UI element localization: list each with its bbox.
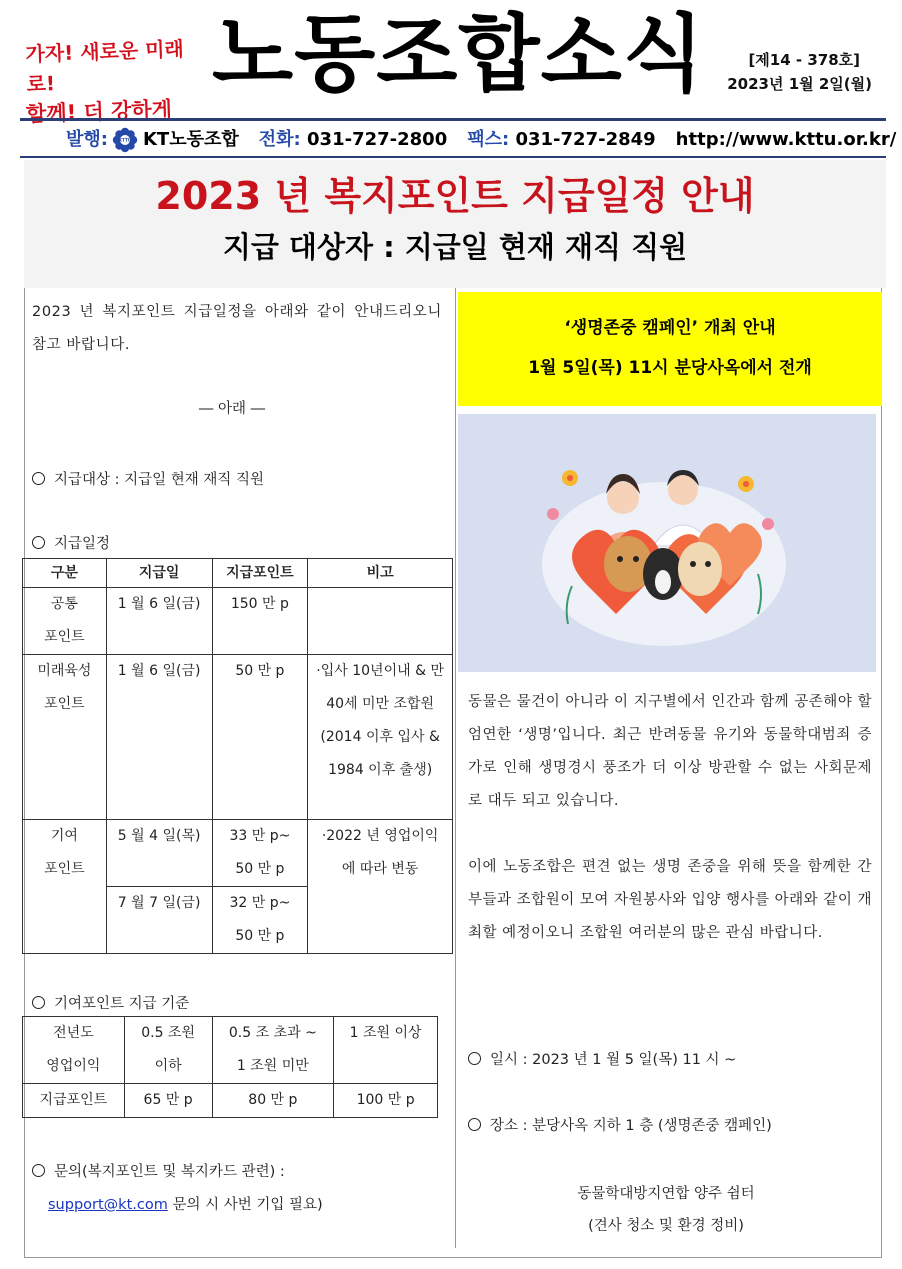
table-row [23, 655, 453, 820]
table-header-row [23, 559, 453, 588]
campaign-paragraph-1: 동물은 물건이 아니라 이 지구별에서 인간과 함께 공존해야 할 엄연한 ‘생명’입니다. 최근 반려동물 유기와 동물학대범죄 증가로 인해 생명경시 풍조가 더 이상 방관할 수 없는 사회문제로 대두 되고 있습니다. [468, 694, 872, 809]
issue-info [727, 48, 872, 96]
logo-text: KTTU [118, 137, 132, 143]
shelter-info [458, 1178, 874, 1242]
table-row [23, 588, 453, 655]
row4-points: 32 만 p~ 50 만 p [212, 887, 308, 954]
circle-bullet-icon [32, 472, 45, 485]
header-type: 구분 [23, 559, 107, 588]
campaign-body [468, 686, 872, 983]
row3-type: 기여 포인트 [23, 820, 107, 954]
row4-date: 7 월 7 일(금) [106, 887, 212, 954]
event-datetime [468, 1048, 736, 1072]
event-place [468, 1114, 772, 1138]
issue-number: [제14 - 378호] [748, 51, 860, 69]
row3-note: ·2022 년 영업이익에 따라 변동 [308, 820, 453, 954]
shelter-name: 동물학대방지연합 양주 쉼터 [577, 1186, 755, 1202]
row1-type: 공통 포인트 [23, 588, 107, 655]
inquiry-text: 문의(복지포인트 및 복지카드 관련) : [54, 1164, 285, 1180]
row2-type: 미래육성 포인트 [23, 655, 107, 820]
criteria-h3: 1 조원 이상 [334, 1017, 438, 1084]
row2-points: 50 만 p [212, 655, 308, 820]
phone-label: 전화: [258, 129, 301, 150]
target-text: 지급대상 : 지급일 현재 재직 직원 [54, 472, 265, 488]
headline-subtitle: 지급 대상자 : 지급일 현재 재직 직원 [222, 230, 688, 264]
circle-bullet-icon [468, 1118, 481, 1131]
criteria-h2: 0.5 조 초과 ~ 1 조원 미만 [212, 1017, 334, 1084]
row1-note [308, 588, 453, 655]
criteria-h1: 0.5 조원 이하 [124, 1017, 212, 1084]
website-link[interactable]: http://www.kttu.or.kr/ [675, 129, 897, 150]
criteria-heading [32, 992, 189, 1016]
target-item [32, 468, 264, 492]
headline-title: 2023 년 복지포인트 지급일정 안내 [155, 174, 755, 218]
circle-bullet-icon [32, 536, 45, 549]
campaign-illustration [458, 414, 876, 672]
intro-text: 2023 년 복지포인트 지급일정을 아래와 같이 안내드리오니 참고 바랍니다. [32, 304, 442, 353]
schedule-heading-text: 지급일정 [54, 536, 111, 552]
circle-bullet-icon [32, 996, 45, 1009]
event-datetime-text: 일시 : 2023 년 1 월 5 일(목) 11 시 ~ [490, 1052, 737, 1068]
header-note: 비고 [308, 559, 453, 588]
slogan [26, 36, 211, 126]
publisher-name: KT노동조합 [142, 129, 239, 150]
kttu-logo-icon [112, 127, 138, 153]
newsletter-title: 노동조합소식 [212, 5, 705, 103]
column-divider [455, 288, 456, 1248]
schedule-heading [32, 532, 110, 556]
campaign-banner [458, 292, 882, 406]
below-marker: ― 아래 ― [198, 401, 266, 417]
headline-box [24, 160, 886, 288]
schedule-table [22, 558, 453, 954]
criteria-table [22, 1016, 438, 1118]
circle-bullet-icon [32, 1164, 45, 1177]
masthead [0, 0, 902, 127]
row1-date: 1 월 6 일(금) [106, 588, 212, 655]
publisher-label: 발행: [66, 129, 108, 150]
criteria-r1: 65 만 p [124, 1084, 212, 1118]
table-row [23, 820, 453, 887]
inquiry-block [32, 1156, 323, 1222]
criteria-heading-text: 기여포인트 지급 기준 [54, 996, 190, 1012]
slogan-line-1: 가자! 새로운 미래로! [25, 36, 185, 97]
table-row [23, 1017, 438, 1084]
criteria-r3: 100 만 p [334, 1084, 438, 1118]
shelter-note: (견사 청소 및 환경 정비) [588, 1218, 744, 1234]
slogan-line-2: 함께! 더 강하게 [25, 97, 173, 127]
circle-bullet-icon [468, 1052, 481, 1065]
support-email-link[interactable]: support@kt.com [48, 1197, 168, 1213]
inquiry-note: 문의 시 사번 기입 필요) [172, 1197, 323, 1213]
publisher-bar [20, 118, 897, 158]
row1-points: 150 만 p [212, 588, 308, 655]
phone-number: 031-727-2800 [307, 129, 448, 150]
campaign-title: ‘생명존중 캠페인’ 개최 안내 [564, 318, 776, 338]
row3-points: 33 만 p~ 50 만 p [212, 820, 308, 887]
issue-date: 2023년 1월 2일(월) [727, 75, 872, 93]
campaign-subtitle: 1월 5일(목) 11시 분당사옥에서 전개 [528, 358, 812, 378]
criteria-r0: 지급포인트 [23, 1084, 125, 1118]
fax-label: 팩스: [467, 129, 510, 150]
row3-date: 5 월 4 일(목) [106, 820, 212, 887]
header-date: 지급일 [106, 559, 212, 588]
campaign-paragraph-2: 이에 노동조합은 편견 없는 생명 존중을 위해 뜻을 함께한 간부들과 조합원이 모여 자원봉사와 입양 행사를 아래와 같이 개최할 예정이오니 조합원 여러분의 많은 관심 바랍니다. [468, 859, 872, 941]
criteria-h0: 전년도 영업이익 [23, 1017, 125, 1084]
row2-note: ·입사 10년이내 & 만 40세 미만 조합원 (2014 이후 입사 & 1984 이후 출생) [308, 655, 453, 820]
event-place-text: 장소 : 분당사옥 지하 1 층 (생명존중 캠페인) [490, 1118, 772, 1134]
fax-number: 031-727-2849 [515, 129, 656, 150]
header-points: 지급포인트 [212, 559, 308, 588]
criteria-r2: 80 만 p [212, 1084, 334, 1118]
table-row [23, 1084, 438, 1118]
row2-date: 1 월 6 일(금) [106, 655, 212, 820]
